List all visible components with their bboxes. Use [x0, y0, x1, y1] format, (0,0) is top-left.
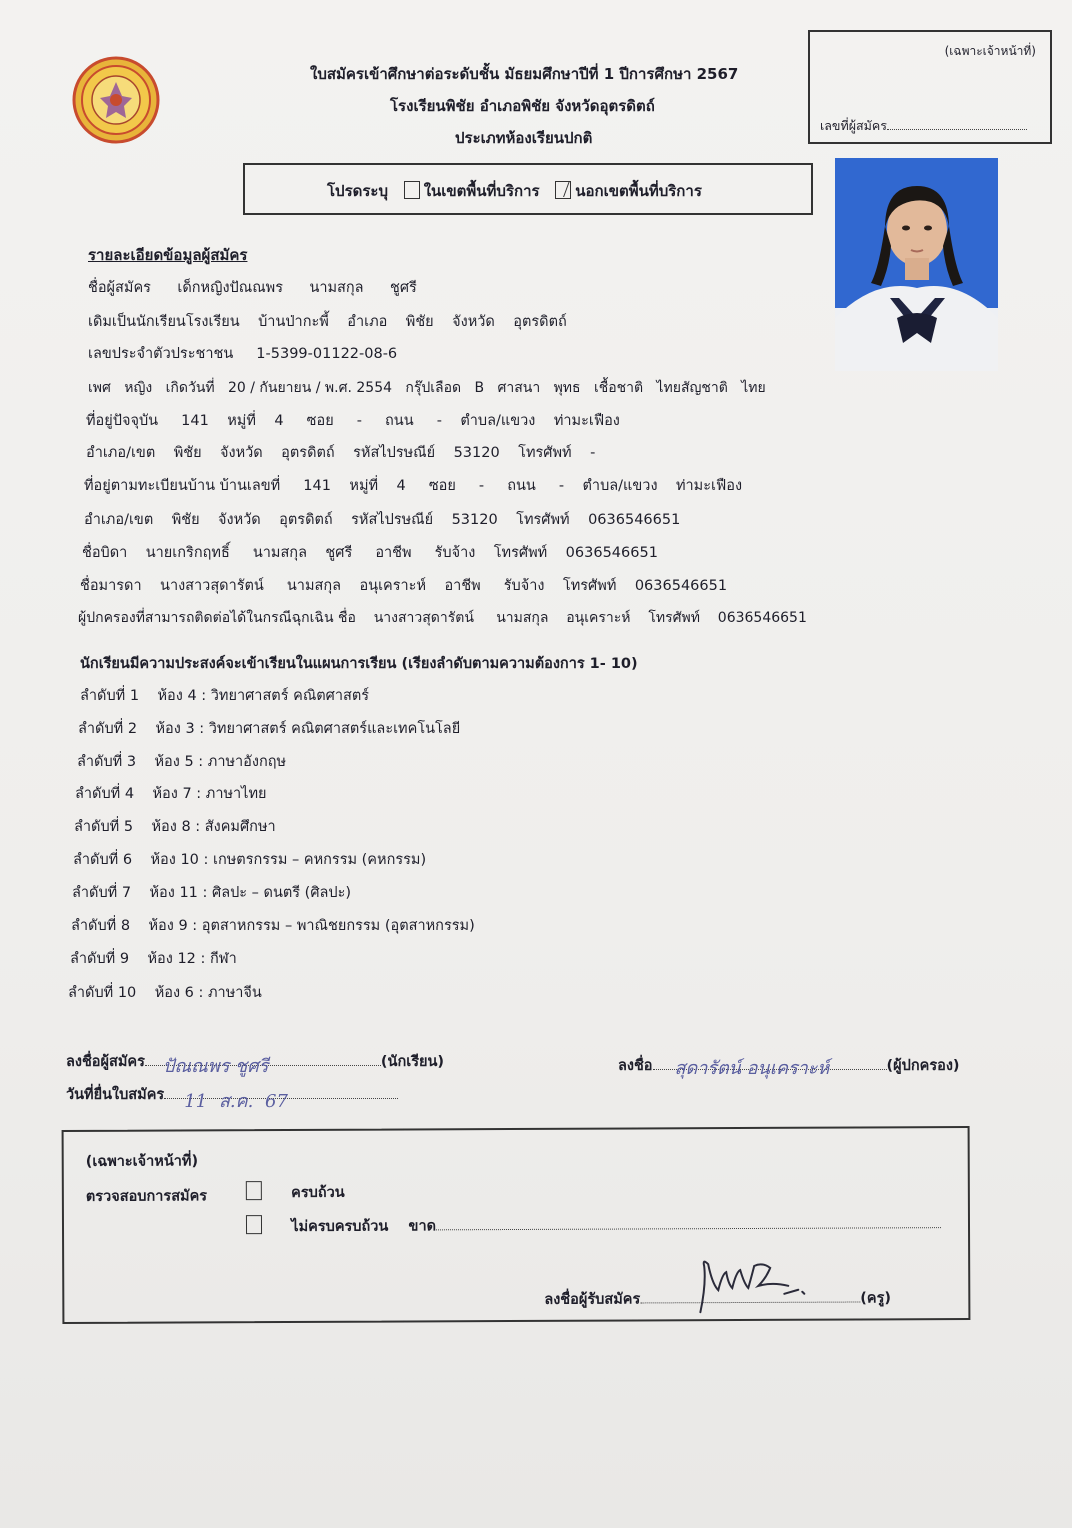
former-school-row	[88, 310, 567, 333]
mother-phone[interactable]: 0636546651	[634, 578, 728, 594]
preference-room[interactable]: ห้อง 4 : วิทยาศาสตร์ คณิตศาสตร์	[157, 688, 370, 704]
preference-rank: ลำดับที่ 5	[74, 819, 134, 835]
applicant-signature-label: ลงชื่อผู้สมัคร	[66, 1054, 145, 1070]
registered-moo[interactable]: 4	[396, 478, 406, 494]
registered-address-label: ที่อยู่ตามทะเบียนบ้าน บ้านเลขที่	[84, 478, 281, 494]
race-label: เชื้อชาติ	[593, 380, 644, 396]
registered-road-label: ถนน	[507, 478, 536, 494]
preference-item	[72, 881, 351, 904]
mother-surname[interactable]: อนุเคราะห์	[359, 578, 427, 594]
current-province[interactable]: อุตรดิตถ์	[281, 445, 335, 461]
receiver-signature-field[interactable]	[640, 1301, 860, 1303]
preferences-title: นักเรียนมีความประสงค์จะเข้าเรียนในแผนการเรียน (เรียงลำดับตามความต้องการ 1- 10)	[80, 656, 638, 672]
preference-item	[75, 782, 267, 805]
registered-soi[interactable]: -	[478, 478, 485, 494]
incomplete-checkbox[interactable]	[246, 1215, 262, 1234]
guardian-row	[78, 607, 807, 629]
sex-label: เพศ	[88, 380, 111, 396]
applicant-name[interactable]: เด็กหญิงปัณณพร	[177, 280, 283, 296]
mother-job-label: อาชีพ	[444, 578, 481, 594]
preference-item	[77, 750, 286, 773]
guardian-signature-suffix: (ผู้ปกครอง)	[886, 1058, 960, 1074]
religion-label: ศาสนา	[497, 380, 541, 396]
mother-job[interactable]: รับจ้าง	[503, 578, 545, 594]
religion-value[interactable]: พุทธ	[553, 380, 581, 396]
outside-area-checkbox[interactable]	[555, 181, 571, 199]
registered-address-row-1	[84, 474, 742, 497]
province-label: จังหวัด	[452, 314, 495, 330]
preference-rank: ลำดับที่ 10	[68, 985, 137, 1001]
preference-item	[73, 848, 426, 871]
preference-room[interactable]: ห้อง 5 : ภาษาอังกฤษ	[154, 754, 287, 770]
nationality-label: สัญชาติ	[680, 380, 728, 396]
current-house-no[interactable]: 141	[181, 413, 209, 429]
current-address-row-2	[86, 441, 595, 464]
receiver-signature-row	[544, 1286, 891, 1311]
father-phone[interactable]: 0636546651	[565, 545, 658, 561]
amphoe-label: อำเภอ	[347, 314, 388, 330]
current-road-label: ถนน	[385, 413, 414, 429]
current-zip[interactable]: 53120	[453, 445, 500, 461]
birth-label: เกิดวันที่	[165, 380, 215, 396]
id-row	[88, 342, 397, 365]
current-phone[interactable]: -	[590, 445, 596, 461]
current-address-row-1	[86, 409, 620, 432]
registered-tambon-label: ตำบล/แขวง	[582, 478, 658, 494]
missing-items-field[interactable]	[436, 1227, 941, 1230]
applicant-number-label: เลขที่ผู้สมัคร	[820, 118, 887, 133]
preference-room[interactable]: ห้อง 6 : ภาษาจีน	[154, 985, 262, 1001]
mother-label: ชื่อมารดา	[80, 578, 142, 594]
preference-item	[70, 947, 237, 970]
outside-area-label: นอกเขตพื้นที่บริการ	[575, 182, 702, 200]
former-school-label: เดิมเป็นนักเรียนโรงเรียน	[88, 314, 240, 330]
name-label: ชื่อผู้สมัคร	[88, 280, 151, 296]
office-use-label: (เฉพาะเจ้าหน้าที่)	[944, 44, 1036, 58]
complete-option	[246, 1181, 345, 1204]
applicant-portrait-image	[835, 158, 998, 371]
service-area-row	[327, 179, 702, 203]
guardian-phone-label: โทรศัพท์	[648, 610, 700, 626]
preference-room[interactable]: ห้อง 3 : วิทยาศาสตร์ คณิตศาสตร์และเทคโนโลยี	[155, 721, 461, 737]
applicant-signature-row	[66, 1050, 445, 1077]
guardian-surname-label: นามสกุล	[496, 610, 549, 626]
preference-item	[78, 717, 460, 740]
submit-date-row	[66, 1083, 398, 1112]
receiver-signature-label: ลงชื่อผู้รับสมัคร	[544, 1291, 641, 1308]
father-surname-label: นามสกุล	[252, 545, 307, 561]
complete-checkbox[interactable]	[246, 1181, 262, 1200]
guardian-surname[interactable]: อนุเคราะห์	[566, 610, 631, 626]
amphoe-value[interactable]: พิชัย	[405, 314, 434, 330]
preference-room[interactable]: ห้อง 9 : อุตสาหกรรม – พาณิชยกรรม (อุตสาหกรรม)	[148, 918, 475, 934]
preference-room[interactable]: ห้อง 8 : สังคมศึกษา	[151, 819, 276, 835]
blood-label: กรุ๊ปเลือด	[405, 380, 462, 396]
current-soi-label: ซอย	[306, 413, 334, 429]
applicant-number-row	[820, 116, 1027, 136]
preference-room[interactable]: ห้อง 7 : ภาษาไทย	[152, 786, 267, 802]
officer-use-box	[62, 1126, 971, 1324]
father-name[interactable]: นายเกริกฤทธิ์	[145, 545, 230, 561]
guardian-signature-label: ลงชื่อ	[618, 1058, 653, 1074]
personal-details-row	[88, 377, 766, 399]
current-soi[interactable]: -	[356, 413, 362, 429]
preference-rank: ลำดับที่ 7	[72, 885, 132, 901]
registered-zip[interactable]: 53120	[451, 512, 498, 528]
mother-phone-label: โทรศัพท์	[562, 578, 617, 594]
current-phone-label: โทรศัพท์	[518, 445, 572, 461]
blood-value[interactable]: B	[474, 380, 485, 396]
form-title: ใบสมัครเข้าศึกษาต่อระดับชั้น มัธยมศึกษาปีที่ 1 ปีการศึกษา 2567	[310, 65, 739, 83]
office-use-box	[808, 30, 1052, 144]
father-job-label: อาชีพ	[375, 545, 412, 561]
inside-area-checkbox[interactable]	[404, 181, 420, 199]
province-value[interactable]: อุตรดิตถ์	[513, 314, 567, 330]
applicant-signature-suffix: (นักเรียน)	[380, 1054, 445, 1070]
current-tambon[interactable]: ท่ามะเฟือง	[553, 413, 620, 429]
missing-label: ขาด	[408, 1218, 437, 1235]
surname-label: นามสกุล	[309, 280, 364, 296]
id-label: เลขประจำตัวประชาชน	[88, 346, 234, 362]
sex-value[interactable]: หญิง	[124, 380, 153, 396]
current-moo-label: หมู่ที่	[227, 413, 256, 429]
preference-item	[68, 981, 262, 1004]
registered-district-label: อำเภอ/เขต	[84, 512, 154, 528]
applicant-signature: ปัณณพร ชูศรี	[162, 1056, 269, 1077]
registered-zip-label: รหัสไปรษณีย์	[351, 512, 434, 528]
preference-room[interactable]: ห้อง 10 : เกษตรกรรม – คหกรรม (คหกรรม)	[150, 852, 427, 868]
guardian-name[interactable]: นางสาวสุดารัตน์	[373, 610, 474, 626]
nationality-value[interactable]: ไทย	[741, 380, 766, 396]
current-province-label: จังหวัด	[220, 445, 263, 461]
applicant-signature-field[interactable]	[145, 1056, 381, 1077]
receiver-signature-scribble	[692, 1254, 812, 1317]
preference-rank: ลำดับที่ 1	[80, 688, 140, 704]
registered-address-row-2	[84, 508, 680, 531]
guardian-label: ผู้ปกครองที่สามารถติดต่อได้ในกรณีฉุกเฉิน ชื่อ	[78, 610, 356, 626]
former-school[interactable]: บ้านป่ากะพี้	[258, 314, 329, 330]
registered-phone[interactable]: 0636546651	[588, 512, 681, 528]
registered-phone-label: โทรศัพท์	[516, 512, 570, 528]
registered-moo-label: หมู่ที่	[349, 478, 379, 494]
father-surname[interactable]: ชูศรี	[325, 545, 353, 561]
applicant-surname[interactable]: ชูศรี	[390, 280, 417, 296]
receiver-signature-suffix: (ครู)	[860, 1290, 892, 1307]
applicant-photo	[835, 158, 998, 371]
current-moo[interactable]: 4	[274, 413, 284, 429]
officer-use-label: (เฉพาะเจ้าหน้าที่)	[85, 1153, 199, 1170]
registered-province-label: จังหวัด	[218, 512, 261, 528]
father-row	[82, 541, 658, 564]
preference-item	[74, 815, 276, 838]
mother-surname-label: นามสกุล	[286, 578, 342, 594]
applicant-number-field[interactable]	[887, 129, 1027, 130]
guardian-signature-row	[618, 1054, 960, 1077]
current-address-label: ที่อยู่ปัจจุบัน	[86, 413, 159, 429]
father-job[interactable]: รับจ้าง	[434, 545, 476, 561]
preference-rank: ลำดับที่ 4	[75, 786, 135, 802]
submit-date-value: 11 ส.ค. 67	[184, 1091, 288, 1112]
submit-date-label: วันที่ยื่นใบสมัคร	[66, 1087, 165, 1103]
mother-name[interactable]: นางสาวสุดารัตน์	[160, 578, 264, 594]
current-road[interactable]: -	[436, 413, 442, 429]
registered-road[interactable]: -	[558, 478, 565, 494]
registered-house-no[interactable]: 141	[303, 478, 331, 494]
applicant-section-title: รายละเอียดข้อมูลผู้สมัคร	[88, 246, 248, 264]
current-district[interactable]: พิชัย	[173, 445, 202, 461]
id-number[interactable]: 1-5399-01122-08-6	[256, 346, 398, 362]
birth-date[interactable]: 20 / กันยายน / พ.ศ. 2554	[228, 380, 393, 396]
preference-rank: ลำดับที่ 6	[73, 852, 133, 868]
service-area-prompt: โปรดระบุ	[327, 182, 389, 200]
preference-room[interactable]: ห้อง 11 : ศิลปะ – ดนตรี (ศิลปะ)	[149, 885, 352, 901]
incomplete-option	[246, 1212, 941, 1238]
school-name: โรงเรียนพิชัย อำเภอพิชัย จังหวัดอุตรดิตถ์	[390, 97, 655, 115]
service-area-box	[243, 163, 813, 215]
current-district-label: อำเภอ/เขต	[86, 445, 156, 461]
preference-room[interactable]: ห้อง 12 : กีฬา	[147, 951, 237, 967]
mother-row	[80, 574, 727, 597]
check-application-label: ตรวจสอบการสมัคร	[85, 1188, 208, 1205]
complete-label: ครบถ้วน	[291, 1184, 345, 1201]
preference-rank: ลำดับที่ 2	[78, 721, 138, 737]
guardian-phone[interactable]: 0636546651	[717, 610, 807, 626]
school-seal-logo	[70, 56, 162, 144]
registered-district[interactable]: พิชัย	[171, 512, 200, 528]
class-type: ประเภทห้องเรียนปกติ	[455, 129, 593, 147]
preference-rank: ลำดับที่ 8	[71, 918, 131, 934]
preference-rank: ลำดับที่ 9	[70, 951, 130, 967]
applicant-name-row	[88, 276, 417, 299]
current-tambon-label: ตำบล/แขวง	[460, 413, 536, 429]
preference-rank: ลำดับที่ 3	[77, 754, 137, 770]
guardian-signature: สุดารัตน์ อนุเคราะห์	[674, 1058, 830, 1079]
submit-date-field[interactable]	[164, 1091, 398, 1112]
race-value[interactable]: ไทย	[656, 380, 681, 396]
father-phone-label: โทรศัพท์	[493, 545, 548, 561]
current-zip-label: รหัสไปรษณีย์	[353, 445, 436, 461]
preference-item	[80, 684, 369, 707]
inside-area-label: ในเขตพื้นที่บริการ	[423, 182, 540, 200]
registered-soi-label: ซอย	[428, 478, 456, 494]
incomplete-label: ไม่ครบครบถ้วน	[291, 1218, 389, 1235]
guardian-signature-field[interactable]	[653, 1058, 887, 1079]
registered-tambon[interactable]: ท่ามะเฟือง	[675, 478, 743, 494]
father-label: ชื่อบิดา	[82, 545, 128, 561]
preference-item	[71, 914, 475, 937]
registered-province[interactable]: อุตรดิตถ์	[279, 512, 333, 528]
